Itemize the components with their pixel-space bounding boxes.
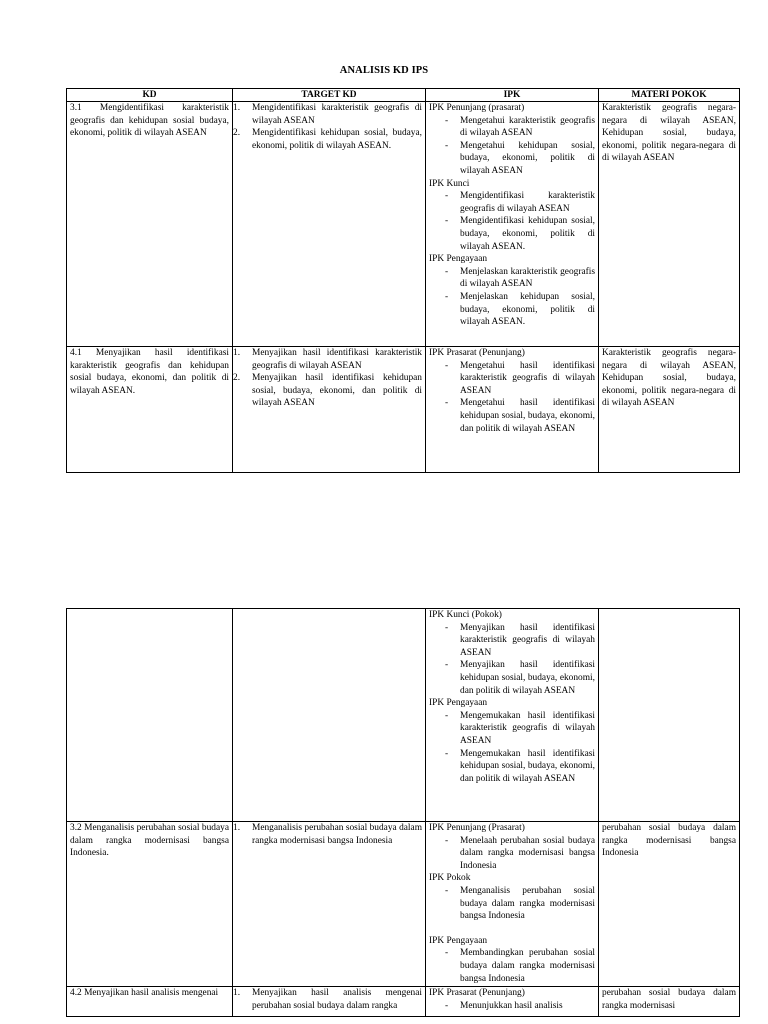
materi-text: perubahan sosial budaya dalam rangka modernisasi bangsa Indonesia <box>602 823 736 859</box>
target-item <box>233 372 422 410</box>
dash-bullet-icon: - <box>445 291 449 302</box>
cell-kd <box>67 609 233 822</box>
table-row <box>67 102 740 347</box>
ipk-item-text: Mengemukakan hasil identifikasi karakteristik geografis di wilayah ASEAN <box>460 710 595 746</box>
kd-text: 4.1 Menyajikan hasil identifikasi karakteristik geografis dan kehidupan sosial budaya, ekonomi, dan politik di wilayah ASEAN. <box>70 348 229 396</box>
cell-target-kd <box>233 102 426 347</box>
table-row <box>67 822 740 987</box>
kd-text: 4.2 Menyajikan hasil analisis mengenai <box>70 988 219 998</box>
cell-kd <box>67 102 233 347</box>
target-number: 1. <box>233 103 241 113</box>
header-target-kd: TARGET KD <box>233 89 426 102</box>
ipk-group-title: IPK Kunci (Pokok) <box>429 610 502 620</box>
ipk-item-text: Menyajikan hasil identifikasi kehidupan sosial, budaya, ekonomi, dan politik di wilayah ASEAN <box>460 660 595 696</box>
target-text: Menyajikan hasil identifikasi karakteristik geografis di wilayah ASEAN <box>252 348 422 371</box>
ipk-item-list <box>429 266 595 329</box>
materi-text: Karakteristik geografis negara-negara di wilayah ASEAN, Kehidupan sosial, budaya, ekonomi, politik negara-negara di di wilayah ASEAN <box>602 348 736 409</box>
dash-bullet-icon: - <box>445 191 449 202</box>
dash-bullet-icon: - <box>445 266 449 277</box>
cell-target-kd <box>233 347 426 473</box>
dash-bullet-icon: - <box>445 748 449 759</box>
analysis-table-page-1 <box>66 88 740 473</box>
ipk-item-text: Mengidentifikasi karakteristik geografis di wilayah ASEAN <box>460 191 595 214</box>
cell-ipk <box>426 822 599 987</box>
ipk-item <box>429 710 595 748</box>
table-row <box>67 987 740 1017</box>
cell-materi-pokok <box>599 987 740 1017</box>
cell-materi-pokok <box>599 822 740 987</box>
ipk-item <box>429 115 595 140</box>
materi-text: Karakteristik geografis negara-negara di wilayah ASEAN, Kehidupan sosial, budaya, ekonomi, politik negara-negara di di wilayah ASEAN <box>602 103 736 164</box>
dash-bullet-icon: - <box>445 115 449 126</box>
ipk-item-list <box>429 622 595 698</box>
header-materi-pokok: MATERI POKOK <box>599 89 740 102</box>
target-number: 1. <box>233 988 241 998</box>
ipk-item-list <box>429 885 595 923</box>
materi-text: perubahan sosial budaya dalam rangka modernisasi <box>602 988 736 1011</box>
dash-bullet-icon: - <box>445 398 449 409</box>
target-list <box>233 102 422 152</box>
ipk-item <box>429 885 595 923</box>
cell-kd <box>67 822 233 987</box>
kd-text: 3.1 Mengidentifikasi karakteristik geografis dan kehidupan sosial budaya, ekonomi, politik di wilayah ASEAN <box>70 103 229 139</box>
ipk-item-list <box>429 710 595 786</box>
table-header-row <box>67 89 740 102</box>
ipk-item-text: Menganalisis perubahan sosial budaya dalam rangka modernisasi bangsa Indonesia <box>460 885 595 922</box>
cell-kd <box>67 347 233 473</box>
ipk-item-text: Menjelaskan karakteristik geografis di wilayah ASEAN <box>460 266 595 290</box>
header-ipk: IPK <box>426 89 599 102</box>
ipk-item-list <box>429 190 595 253</box>
ipk-item <box>429 190 595 215</box>
ipk-item-text: Mengetahui hasil identifikasi karakteristik geografis di wilayah ASEAN <box>460 360 595 396</box>
table-row <box>67 609 740 822</box>
ipk-group-title: IPK Prasarat (Penunjang) <box>429 348 525 358</box>
cell-ipk <box>426 102 599 347</box>
cell-target-kd <box>233 609 426 822</box>
cell-materi-pokok <box>599 102 740 347</box>
ipk-item <box>429 1000 595 1013</box>
dash-bullet-icon: - <box>445 835 449 846</box>
ipk-item <box>429 397 595 435</box>
ipk-group-title: IPK Penunjang (Prasarat) <box>429 823 525 833</box>
target-text: Menyajikan hasil analisis mengenai perubahan sosial budaya dalam rangka <box>252 988 422 1011</box>
analysis-table-page-2 <box>66 608 740 1017</box>
ipk-item-text: Menyajikan hasil identifikasi karakteristik geografis di wilayah ASEAN <box>460 622 595 658</box>
dash-bullet-icon: - <box>445 885 449 896</box>
cell-materi-pokok <box>599 609 740 822</box>
target-text: Mengidentifikasi karakteristik geografis di wilayah ASEAN <box>252 103 422 126</box>
ipk-item-text: Mengetahui karakteristik geografis di wilayah ASEAN <box>460 115 595 139</box>
target-number: 1. <box>233 823 241 833</box>
cell-target-kd <box>233 822 426 987</box>
dash-bullet-icon: - <box>445 660 449 671</box>
ipk-item-list <box>429 947 595 985</box>
target-text: Menganalisis perubahan sosial budaya dalam rangka modernisasi bangsa Indonesia <box>252 823 422 846</box>
ipk-item-text: Mengidentifikasi kehidupan sosial, budaya, ekonomi, politik di wilayah ASEAN. <box>460 216 595 252</box>
target-number: 1. <box>233 348 241 358</box>
ipk-group-title: IPK Pengayaan <box>429 935 488 946</box>
target-number: 2. <box>233 373 241 384</box>
dash-bullet-icon: - <box>445 948 449 959</box>
ipk-item <box>429 947 595 985</box>
dash-bullet-icon: - <box>445 140 449 151</box>
target-item <box>233 127 422 152</box>
ipk-item-list <box>429 115 595 178</box>
header-kd: KD <box>67 89 233 102</box>
ipk-item-list <box>429 360 595 436</box>
ipk-item-text: Menjelaskan kehidupan sosial, budaya, ekonomi, politik di wilayah ASEAN. <box>460 291 595 328</box>
ipk-item-text: Mengetahui kehidupan sosial, budaya, ekonomi, politik di wilayah ASEAN <box>460 140 595 176</box>
ipk-item-text: Mengetahui hasil identifikasi kehidupan sosial, budaya, ekonomi, dan politik di wilayah ASEAN <box>460 398 595 434</box>
ipk-group-title: IPK Pokok <box>429 873 471 884</box>
ipk-item <box>429 835 595 873</box>
dash-bullet-icon: - <box>445 360 449 371</box>
ipk-group-title: IPK Prasarat (Penunjang) <box>429 988 525 998</box>
target-text: Menyajikan hasil identifikasi kehidupan sosial, budaya, ekonomi, dan politik di wilayah ASEAN <box>252 373 422 409</box>
ipk-item-text: Membandingkan perubahan sosial budaya dalam rangka modernisasi bangsa Indonesia <box>460 948 595 984</box>
cell-kd <box>67 987 233 1017</box>
document-title: ANALISIS KD IPS <box>339 65 429 76</box>
ipk-item <box>429 748 595 786</box>
ipk-group-title: IPK Kunci <box>429 178 470 189</box>
ipk-group-title: IPK Pengayaan <box>429 698 488 709</box>
cell-materi-pokok <box>599 347 740 473</box>
ipk-item-text: Menelaah perubahan sosial budaya dalam rangka modernisasi bangsa Indonesia <box>460 835 595 871</box>
ipk-item-text: Menunjukkan hasil analisis <box>460 1000 563 1011</box>
target-list <box>233 822 422 847</box>
ipk-item <box>429 140 595 178</box>
target-text: Mengidentifikasi kehidupan sosial, budaya, ekonomi, politik di wilayah ASEAN. <box>252 128 422 151</box>
target-item <box>233 987 422 1012</box>
ipk-group-title: IPK Pengayaan <box>429 254 488 265</box>
ipk-item <box>429 266 595 291</box>
kd-text: 3.2 Menganalisis perubahan sosial budaya dalam rangka modernisasi bangsa Indonesia. <box>70 823 229 859</box>
ipk-item <box>429 360 595 398</box>
ipk-item <box>429 622 595 660</box>
ipk-item-list <box>429 1000 595 1013</box>
dash-bullet-icon: - <box>445 216 449 227</box>
cell-ipk <box>426 609 599 822</box>
target-item <box>233 347 422 372</box>
cell-target-kd <box>233 987 426 1017</box>
target-item <box>233 102 422 127</box>
dash-bullet-icon: - <box>445 710 449 721</box>
table-row <box>67 347 740 473</box>
dash-bullet-icon: - <box>445 1000 449 1011</box>
ipk-group-title: IPK Penunjang (prasarat) <box>429 103 525 113</box>
ipk-item <box>429 215 595 253</box>
target-item <box>233 822 422 847</box>
target-number: 2. <box>233 128 241 139</box>
ipk-item <box>429 291 595 329</box>
ipk-item <box>429 659 595 697</box>
dash-bullet-icon: - <box>445 622 449 633</box>
target-list <box>233 347 422 410</box>
cell-ipk <box>426 987 599 1017</box>
target-list <box>233 987 422 1012</box>
cell-ipk <box>426 347 599 473</box>
ipk-item-list <box>429 835 595 873</box>
ipk-item-text: Mengemukakan hasil identifikasi kehidupan sosial, budaya, ekonomi, dan politik di wilayah ASEAN <box>460 748 595 784</box>
spacer <box>429 923 595 935</box>
